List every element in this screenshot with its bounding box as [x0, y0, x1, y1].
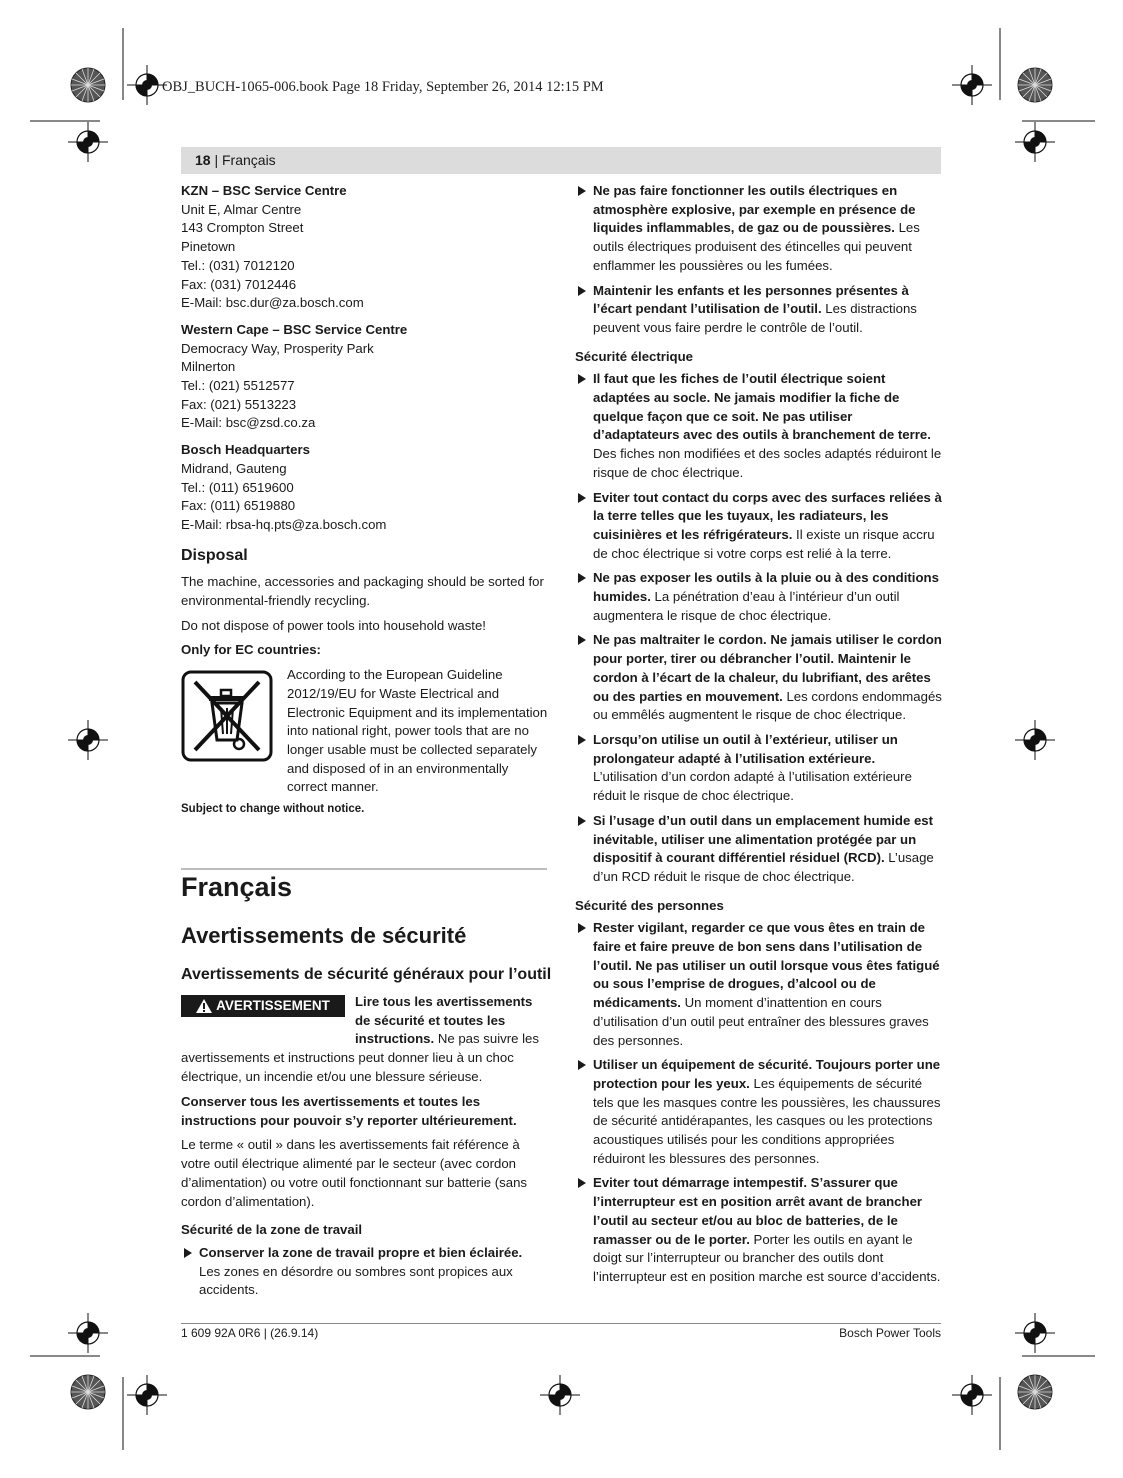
address-line: Milnerton: [181, 359, 236, 375]
bullet-triangle-icon: [578, 286, 586, 296]
bullet-text: Les équipements de sécurité tels que les masques contre les poussières, les chaussures de sécurité antidérapantes, les casques ou les protections acoustiques utilisés pour les conditions appropriées réduiront les blessures des personnes.: [593, 1075, 941, 1166]
bullet-text: Des fiches non modifiées et des socles adaptés réduiront le risque de choc électrique.: [593, 446, 942, 480]
page-number: 18: [195, 152, 211, 168]
address-block: [181, 441, 547, 535]
warning-badge-label: AVERTISSEMENT: [216, 997, 330, 1013]
bullet-text: La pénétration d’eau à l’intérieur d’un outil augmentera le risque de choc électrique.: [593, 589, 900, 623]
work-area-heading: Sécurité de la zone de travail: [181, 1222, 363, 1238]
ec-text: According to the European Guideline 2012/19/EU for Waste Electrical and Electronic Equipment and its implementation into national right, power tools that are no longer usable must be collected separately and disposed of in an environmentally correct manner.: [287, 667, 548, 795]
keep-instructions: Conserver tous les avertissements et toutes les instructions pour pouvoir s’y reporter ultérieurement.: [181, 1094, 517, 1128]
address-line: Pinetown: [181, 239, 236, 255]
bullet-triangle-icon: [578, 635, 586, 645]
disposal-heading: Disposal: [181, 546, 248, 564]
address-line: Unit E, Almar Centre: [181, 201, 302, 217]
bullet-text: L’utilisation d’un cordon adapté à l’utilisation extérieure réduit le risque de choc électrique.: [593, 769, 912, 804]
address-line: 143 Crompton Street: [181, 220, 304, 236]
bullet-bold: Utiliser un équipement de sécurité. Toujours porter une protection pour les yeux.: [593, 1057, 941, 1091]
bullet-text: Un moment d’inattention en cours d’utilisation d’un outil peut entraîner des blessures graves des personnes.: [593, 995, 929, 1048]
bullet-item: [575, 182, 942, 276]
address-line: Fax: (011) 6519880: [181, 498, 296, 514]
bullet-item: [575, 1174, 942, 1286]
address-title: Western Cape – BSC Service Centre: [181, 321, 408, 337]
bullet-triangle-icon: [578, 573, 586, 583]
address-list: [181, 182, 547, 535]
ec-heading: Only for EC countries:: [181, 642, 321, 658]
bullet-triangle-icon: [578, 493, 586, 503]
personal-safety-heading: Sécurité des personnes: [575, 897, 724, 913]
general-bullets: [575, 182, 942, 338]
book-info-line: OBJ_BUCH-1065-006.book Page 18 Friday, September 26, 2014 12:15 PM: [162, 79, 604, 95]
address-line: E-Mail: rbsa-hq.pts@za.bosch.com: [181, 516, 387, 532]
language-title: Français: [181, 872, 293, 902]
address-line: Democracy Way, Prosperity Park: [181, 340, 374, 356]
disposal-text-1: The machine, accessories and packaging should be sorted for environmental-friendly recycling.: [181, 574, 544, 609]
bullet-item: [575, 631, 942, 725]
bullet-bold: Il faut que les fiches de l’outil électrique soient adaptées au socle. Ne jamais modifier la fiche de quelque façon que ce soit. Ne pas utiliser d’adaptateurs avec des outils à branchement de terre.: [593, 371, 931, 443]
bullet-triangle-icon: [578, 923, 586, 933]
warning-rest: Ne pas suivre les avertissements et instructions peut donner lieu à un choc électrique, un incendie et/ou une blessure sérieuse.: [181, 1031, 539, 1084]
footer-doc-number: 1 609 92A 0R6 | (26.9.14): [181, 1326, 319, 1340]
safety-warnings-title: Avertissements de sécurité: [181, 923, 467, 948]
bullet-item: [575, 1056, 942, 1168]
section-divider: [181, 868, 547, 870]
bullet-item: [575, 489, 942, 564]
bullet-triangle-icon: [578, 1178, 586, 1188]
address-line: Tel.: (031) 7012120: [181, 257, 295, 273]
footer-brand: Bosch Power Tools: [839, 1326, 941, 1340]
term-definition: Le terme « outil » dans les avertissements fait référence à votre outil électrique alimenté par le secteur (avec cordon d’alimentation) ou votre outil fonctionnant sur batterie (sans cordon d’alimentation).: [181, 1137, 527, 1209]
bullet-bold: Conserver la zone de travail propre et bien éclairée.: [199, 1244, 523, 1260]
bullet-item: [575, 919, 942, 1050]
bullet-triangle-icon: [578, 735, 586, 745]
address-line: Tel.: (011) 6519600: [181, 479, 294, 495]
bullet-item: [575, 569, 942, 625]
bullet-item: [181, 1244, 547, 1300]
bullet-item: [575, 812, 942, 887]
page-header: 18 | Français: [181, 147, 941, 174]
address-line: E-Mail: bsc.dur@za.bosch.com: [181, 295, 364, 311]
general-warnings-title: Avertissements de sécurité généraux pour l’outil: [181, 966, 552, 983]
crossed-wheelie-bin-icon: [181, 670, 273, 762]
subject-to-change: Subject to change without notice.: [181, 803, 365, 816]
address-block: [181, 321, 547, 433]
address-block: [181, 182, 547, 313]
electric-safety-heading: Sécurité électrique: [575, 348, 694, 364]
right-column: [575, 182, 942, 1293]
header-section: Français: [222, 152, 276, 168]
left-column: [181, 182, 547, 819]
address-line: Fax: (021) 5513223: [181, 396, 297, 412]
bullet-bold: Ne pas maltraiter le cordon. Ne jamais utiliser le cordon pour porter, tirer ou débrancher l’outil. Maintenir le cordon à l’écart de la chaleur, du lubrifiant, des arêtes ou des parties en mouvement.: [593, 632, 942, 704]
bullet-text: Les cordons endommagés ou emmêlés augmentent le risque de choc électrique.: [593, 688, 942, 723]
address-title: KZN – BSC Service Centre: [181, 183, 347, 198]
bullet-text: Les zones en désordre ou sombres sont propices aux accidents.: [199, 1263, 513, 1298]
bullet-triangle-icon: [578, 374, 586, 384]
address-line: Tel.: (021) 5512577: [181, 378, 295, 394]
left-lower-text: [181, 1093, 547, 1306]
bullet-bold: Maintenir les enfants et les personnes présentes à l’écart pendant l’utilisation de l’outil.: [593, 282, 909, 317]
bullet-bold: Eviter tout démarrage intempestif. S’assurer que l’interrupteur est en position arrêt avant de brancher l’outil au secteur et/ou au bloc de batteries, de le ramasser ou de le porter.: [593, 1175, 923, 1247]
bullet-bold: Ne pas exposer les outils à la pluie ou à des conditions humides.: [593, 570, 939, 605]
bullet-triangle-icon: [578, 1060, 586, 1070]
bullet-bold: Lorsqu’on utilise un outil à l’extérieur, utiliser un prolongateur adapté à l’utilisation extérieure.: [593, 731, 898, 766]
bullet-text: Les distractions peuvent vous faire perdre le contrôle de l’outil.: [593, 301, 917, 335]
bullet-text: Porter les outils en ayant le doigt sur l’interrupteur ou brancher des outils dont l’interrupteur est en position marche est source d’accidents.: [593, 1231, 941, 1284]
bullet-bold: Ne pas faire fonctionner les outils électriques en atmosphère explosive, par exemple en présence de liquides inflammables, de gaz ou de poussières.: [593, 183, 916, 236]
work-area-bullets: [181, 1244, 547, 1300]
bullet-item: [575, 370, 942, 482]
bullet-triangle-icon: [578, 186, 586, 196]
bullet-item: [575, 282, 942, 338]
footer-rule: [181, 1323, 941, 1324]
address-title: Bosch Headquarters: [181, 442, 310, 458]
bullet-bold: Si l’usage d’un outil dans un emplacement humide est inévitable, utiliser une alimentation protégée par un dispositif à courant différentiel résiduel (RCD).: [593, 812, 934, 866]
address-line: Midrand, Gauteng: [181, 460, 287, 476]
bullet-triangle-icon: [184, 1248, 192, 1258]
bullet-bold: Eviter tout contact du corps avec des surfaces reliées à la terre telles que les tuyaux, les radiateurs, les cuisinières et les réfrigérateurs.: [593, 489, 942, 542]
warning-bold: Lire tous les avertissements de sécurité et toutes les instructions.: [355, 994, 533, 1047]
bullet-text: L’usage d’un RCD réduit le risque de choc électrique.: [593, 850, 934, 884]
bullet-bold: Rester vigilant, regarder ce que vous êtes en train de faire et faire preuve de bon sens dans l’utilisation de l’outil. Ne pas utiliser un outil lorsque vous êtes fatigué ou sous l’emprise de drogues, d’alcool ou de médicaments.: [593, 920, 940, 1011]
personal-safety-bullets: [575, 919, 942, 1286]
bullet-text: Les outils électriques produisent des étincelles qui peuvent enflammer les poussières ou les fumées.: [593, 220, 920, 273]
bullet-item: [575, 731, 942, 806]
electric-safety-bullets: [575, 370, 942, 886]
warning-text: [181, 993, 547, 1087]
bullet-text: Il existe un risque accru de choc électrique si votre corps est relié à la terre.: [593, 526, 935, 561]
address-line: Fax: (031) 7012446: [181, 276, 297, 292]
address-line: E-Mail: bsc@zsd.co.za: [181, 415, 316, 431]
disposal-text-2: Do not dispose of power tools into household waste!: [181, 617, 486, 633]
bullet-triangle-icon: [578, 816, 586, 826]
